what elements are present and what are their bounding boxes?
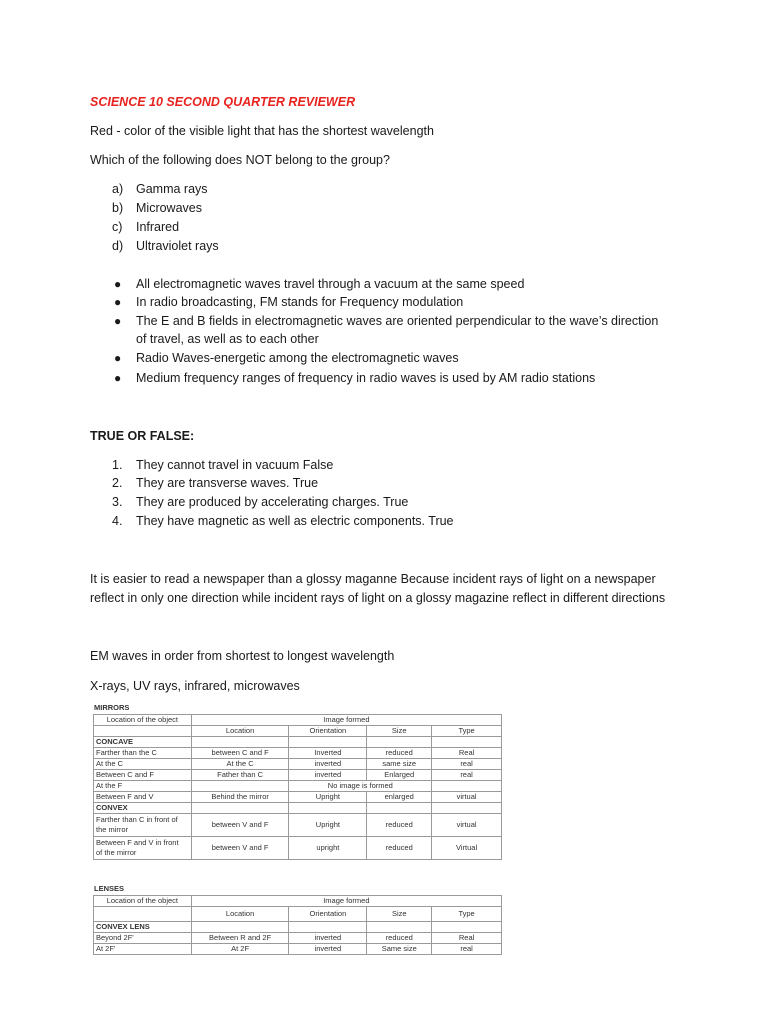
table-cell: inverted <box>289 770 367 781</box>
tf-marker: 3. <box>112 495 123 509</box>
table-cell: reduced <box>367 814 432 837</box>
table-cell: Enlarged <box>367 770 432 781</box>
table-cell: reduced <box>367 748 432 759</box>
table-cell <box>94 907 192 922</box>
tf-marker: 1. <box>112 458 123 472</box>
lenses-table <box>93 895 502 955</box>
table-cell <box>367 922 432 933</box>
bullet-icon: ● <box>114 295 122 309</box>
tf-marker: 4. <box>112 514 123 528</box>
table-header-cell: Size <box>367 726 432 737</box>
table-cell: real <box>432 759 502 770</box>
table-row <box>94 759 502 770</box>
table-cell: inverted <box>289 759 367 770</box>
table-section-label: CONVEX <box>94 803 192 814</box>
cell-line: of the mirror <box>96 848 137 857</box>
bullet-icon: ● <box>114 351 122 365</box>
table-cell: Farther than the C <box>94 748 192 759</box>
option-text: Infrared <box>136 220 180 234</box>
table-section-row <box>94 922 502 933</box>
bullet-text: Radio Waves-energetic among the electromagnetic waves <box>136 351 459 365</box>
bullet-text: Medium frequency ranges of frequency in radio waves is used by AM radio stations <box>136 371 596 385</box>
table-cell <box>191 781 289 792</box>
table-section-row <box>94 737 502 748</box>
table-cell: between V and F <box>191 837 289 860</box>
table-header-cell: Image formed <box>191 896 501 907</box>
table-cell: At the C <box>191 759 289 770</box>
mirrors-label: MIRRORS <box>94 703 130 712</box>
true-false-heading: TRUE OR FALSE: <box>90 429 195 443</box>
table-cell: reduced <box>367 933 432 944</box>
table-row <box>94 792 502 803</box>
table-row <box>94 770 502 781</box>
table-cell: same size <box>367 759 432 770</box>
bullet-icon: ● <box>114 277 122 291</box>
table-cell: Beyond 2F' <box>94 933 192 944</box>
option-text: Microwaves <box>136 201 202 215</box>
bullet-text: of travel, as well as to each other <box>136 332 319 346</box>
table-header-cell: Orientation <box>289 726 367 737</box>
table-cell <box>432 803 502 814</box>
table-cell: real <box>432 944 502 955</box>
table-cell: At the F <box>94 781 192 792</box>
table-cell: Same size <box>367 944 432 955</box>
table-header-cell: Location of the object <box>94 896 192 907</box>
table-cell: Between C and F <box>94 770 192 781</box>
table-cell <box>432 781 502 792</box>
table-cell <box>191 922 289 933</box>
table-row <box>94 748 502 759</box>
tf-text: They cannot travel in vacuum False <box>136 458 334 472</box>
option-marker: d) <box>112 239 124 253</box>
table-header-cell: Location <box>191 907 289 922</box>
cell-line: Farther than C in front of <box>96 815 178 824</box>
mirrors-table <box>93 714 502 860</box>
table-row <box>94 933 502 944</box>
table-cell: At 2F' <box>94 944 192 955</box>
table-cell <box>191 737 289 748</box>
lenses-label: LENSES <box>94 884 125 893</box>
table-cell: reduced <box>367 837 432 860</box>
table-section-label: CONVEX LENS <box>94 922 192 933</box>
red-statement: Red - color of the visible light that has the shortest wavelength <box>90 124 434 138</box>
document-title: SCIENCE 10 SECOND QUARTER REVIEWER <box>90 95 356 109</box>
table-cell: Upright <box>289 792 367 803</box>
table-cell <box>432 737 502 748</box>
table-cell <box>289 737 367 748</box>
table-cell: Virtual <box>432 837 502 860</box>
table-cell: Between F and V <box>94 792 192 803</box>
table-header-row <box>94 726 502 737</box>
table-cell: Upright <box>289 814 367 837</box>
paragraph-line-2: reflect in only one direction while incident rays of light on a glossy magazine reflect in different directions <box>90 591 666 605</box>
table-header-cell: Location <box>191 726 289 737</box>
table-header-row <box>94 896 502 907</box>
bullet-text: All electromagnetic waves travel through a vacuum at the same speed <box>136 277 525 291</box>
tf-text: They have magnetic as well as electric components. True <box>136 514 454 528</box>
table-row <box>94 814 502 837</box>
table-cell: Behind the mirror <box>191 792 289 803</box>
option-text: Ultraviolet rays <box>136 239 219 253</box>
table-cell: At 2F <box>191 944 289 955</box>
table-cell: At the C <box>94 759 192 770</box>
table-cell: upright <box>289 837 367 860</box>
table-cell: real <box>432 770 502 781</box>
table-cell: Between R and 2F <box>191 933 289 944</box>
cell-line: Between F and V in front <box>96 838 179 847</box>
table-cell: inverted <box>289 944 367 955</box>
table-header-cell: Location of the object <box>94 715 192 726</box>
em-order-text: X-rays, UV rays, infrared, microwaves <box>90 679 300 693</box>
option-marker: a) <box>112 182 124 196</box>
table-cell <box>191 803 289 814</box>
table-cell: Real <box>432 748 502 759</box>
table-section-label: CONCAVE <box>94 737 192 748</box>
table-cell <box>367 803 432 814</box>
table-cell: Real <box>432 933 502 944</box>
table-cell: Father than C <box>191 770 289 781</box>
table-cell: virtual <box>432 814 502 837</box>
table-row <box>94 944 502 955</box>
table-cell <box>432 922 502 933</box>
table-header-cell: Type <box>432 726 502 737</box>
tf-text: They are transverse waves. True <box>136 476 319 490</box>
table-row <box>94 837 502 860</box>
tf-marker: 2. <box>112 476 123 490</box>
table-section-row <box>94 803 502 814</box>
question-text: Which of the following does NOT belong to the group? <box>90 153 390 167</box>
option-text: Gamma rays <box>136 182 208 196</box>
table-cell: enlarged <box>367 792 432 803</box>
table-cell: between V and F <box>191 814 289 837</box>
table-header-cell: Image formed <box>191 715 501 726</box>
cell-line: the mirror <box>96 825 129 834</box>
bullet-text: The E and B fields in electromagnetic waves are oriented perpendicular to the wave’s direction <box>136 314 659 328</box>
table-row <box>94 781 502 792</box>
table-cell <box>367 737 432 748</box>
bullet-text: In radio broadcasting, FM stands for Frequency modulation <box>136 295 464 309</box>
table-cell: Inverted <box>289 748 367 759</box>
option-marker: c) <box>112 220 123 234</box>
table-cell: between C and F <box>191 748 289 759</box>
tf-text: They are produced by accelerating charges. True <box>136 495 409 509</box>
table-header-row <box>94 907 502 922</box>
option-marker: b) <box>112 201 124 215</box>
table-cell <box>289 922 367 933</box>
table-header-row <box>94 715 502 726</box>
table-cell <box>289 803 367 814</box>
bullet-icon: ● <box>114 371 122 385</box>
paragraph-line-1: It is easier to read a newspaper than a glossy maganne Because incident rays of light on a newspaper <box>90 572 656 586</box>
table-cell: No image is formed <box>289 781 432 792</box>
table-cell: virtual <box>432 792 502 803</box>
table-cell <box>94 837 192 860</box>
bullet-icon: ● <box>114 314 122 328</box>
table-header-cell: Type <box>432 907 502 922</box>
table-header-cell: Size <box>367 907 432 922</box>
table-cell <box>94 814 192 837</box>
table-header-cell: Orientation <box>289 907 367 922</box>
em-order-heading: EM waves in order from shortest to longest wavelength <box>90 649 395 663</box>
table-cell: inverted <box>289 933 367 944</box>
table-cell <box>94 726 192 737</box>
